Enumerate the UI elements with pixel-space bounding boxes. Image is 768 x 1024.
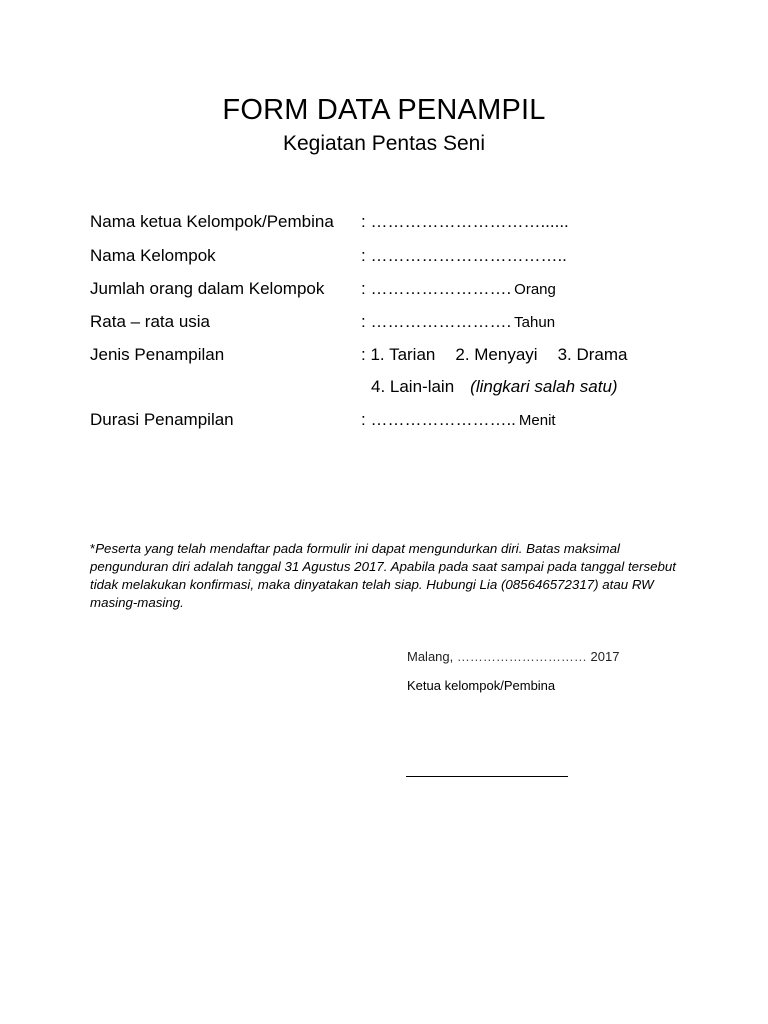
field-value-performance-type-extra	[371, 374, 618, 400]
signature-place-date	[407, 649, 619, 664]
option-drama[interactable]: 3. Drama	[557, 345, 628, 364]
member-count-dots: : …………………….	[361, 279, 512, 298]
signature-line	[406, 776, 568, 777]
form-subtitle: Kegiatan Pentas Seni	[283, 132, 485, 155]
option-lain-lain[interactable]: 4. Lain-lain	[371, 377, 455, 396]
signature-role: Ketua kelompok/Pembina	[407, 678, 556, 693]
signature-year: 2017	[590, 649, 620, 664]
field-label-leader: Nama ketua Kelompok/Pembina	[90, 212, 334, 231]
signature-date-dots: …………………………	[456, 649, 587, 664]
options-hint: (lingkari salah satu)	[470, 377, 618, 396]
duration-unit: Menit	[518, 412, 556, 429]
performance-type-colon: :	[361, 345, 366, 364]
field-row-performance-type-extra	[90, 374, 730, 400]
duration-dots: : ……………………..	[361, 410, 516, 429]
field-row-group-name	[90, 243, 730, 269]
field-value-performance-type	[361, 342, 628, 368]
field-value-member-count	[361, 276, 556, 303]
form-title: FORM DATA PENAMPIL	[222, 94, 546, 126]
note-asterisk: *	[90, 541, 96, 556]
member-count-unit: Orang	[514, 281, 556, 298]
option-menyayi[interactable]: 2. Menyayi	[455, 345, 538, 364]
option-tarian[interactable]: 1. Tarian	[370, 345, 436, 364]
average-age-dots: : …………………….	[361, 312, 512, 331]
average-age-unit: Tahun	[514, 314, 556, 331]
field-row-leader	[90, 209, 730, 235]
field-row-average-age	[90, 309, 730, 335]
field-value-group-name: : ……………………………..	[361, 246, 567, 265]
field-label-group-name: Nama Kelompok	[90, 246, 216, 265]
field-label-member-count: Jumlah orang dalam Kelompok	[90, 279, 325, 298]
field-label-duration: Durasi Penampilan	[90, 410, 234, 429]
field-value-duration	[361, 407, 556, 434]
field-row-member-count	[90, 276, 730, 302]
registration-note	[90, 540, 690, 612]
signature-place: Malang,	[407, 649, 454, 664]
field-value-average-age	[361, 309, 555, 336]
field-label-performance-type: Jenis Penampilan	[90, 345, 225, 364]
note-text: Peserta yang telah mendaftar pada formulir ini dapat mengundurkan diri. Batas maksimal pengunduran diri adalah tanggal 31 Agustus 2017. Apabila pada saat sampai pada tanggal tersebut tidak melakukan konfirmasi, maka dinyatakan telah siap. Hubungi Lia (085646572317) atau RW masing-masing.	[90, 541, 676, 610]
field-label-average-age: Rata – rata usia	[90, 312, 211, 331]
field-value-leader: : …………………………......	[361, 212, 569, 231]
field-row-performance-type	[90, 342, 730, 368]
field-row-duration	[90, 407, 730, 433]
